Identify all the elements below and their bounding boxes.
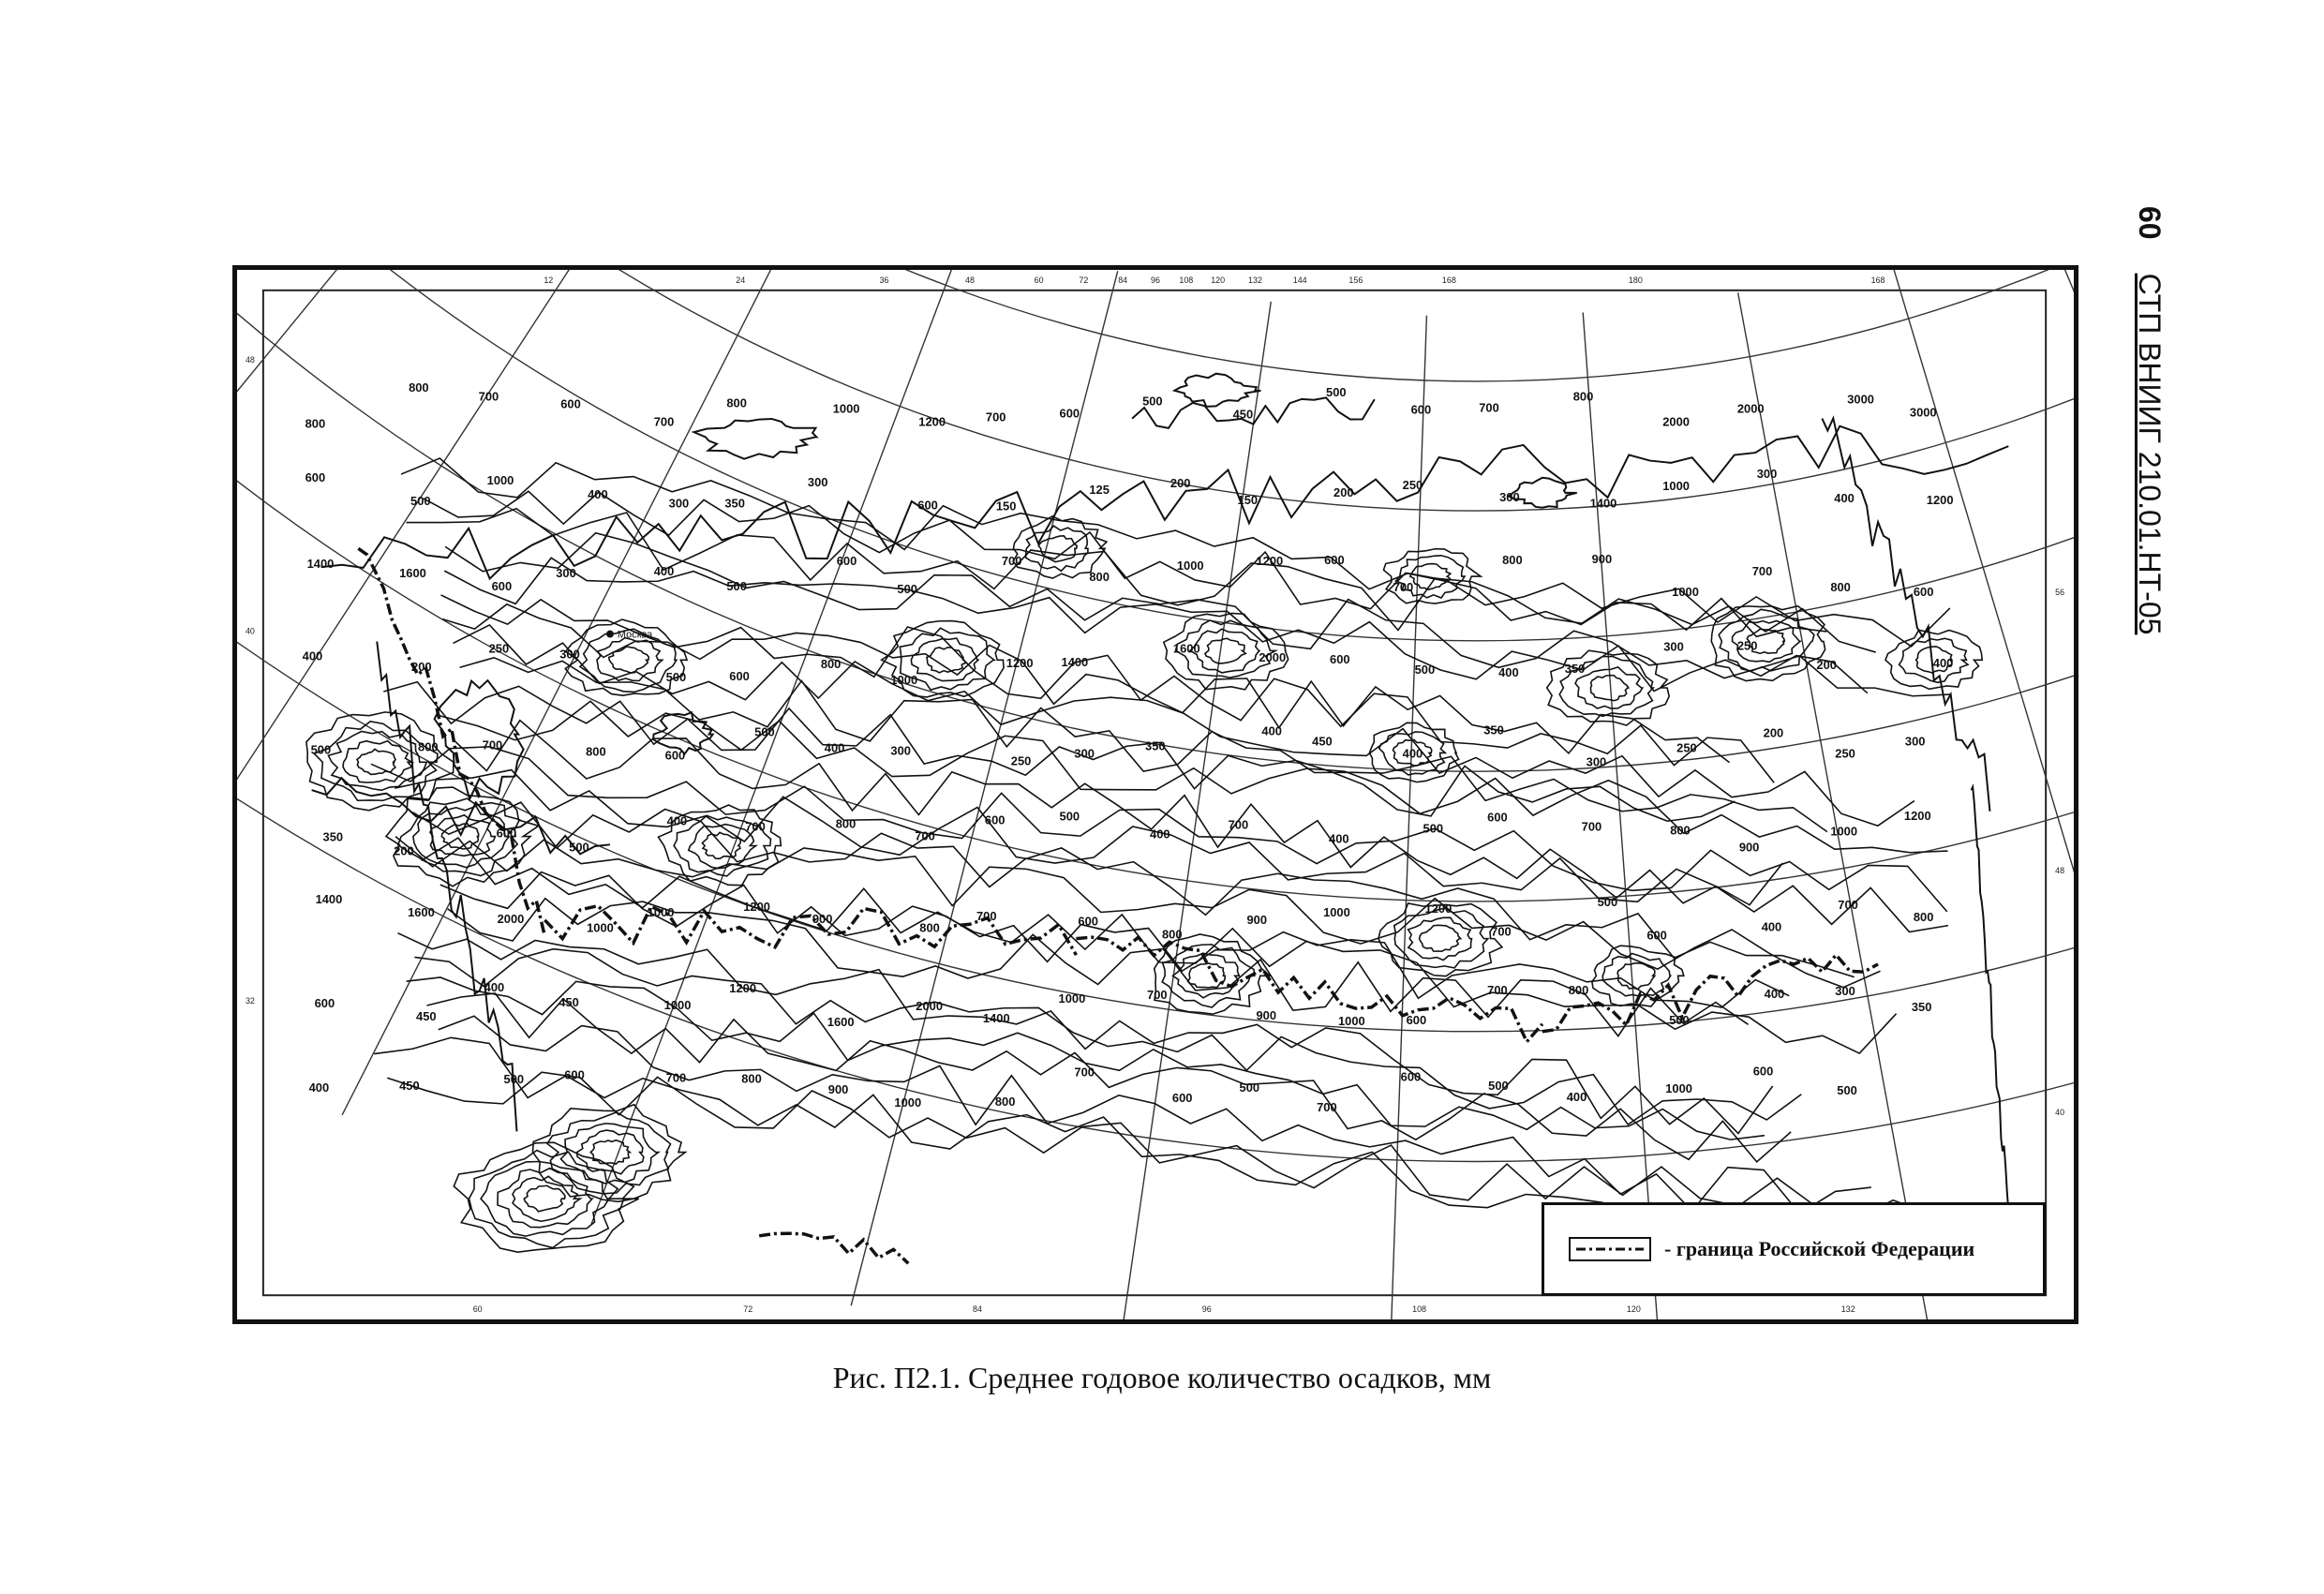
degree-label: 84 bbox=[1118, 275, 1128, 285]
isoline-value-label: 2000 bbox=[1259, 650, 1287, 665]
isoline-value-label: 600 bbox=[314, 995, 335, 1010]
isoline-ring bbox=[577, 1130, 644, 1174]
isoline-value-label: 400 bbox=[1761, 919, 1782, 934]
isoline-ring bbox=[1205, 638, 1245, 663]
isoline-value-label: 600 bbox=[664, 748, 686, 763]
meridian-line bbox=[1389, 316, 1426, 1319]
isoline-value-label: 400 bbox=[1261, 723, 1282, 738]
isoline-value-label: 200 bbox=[411, 660, 432, 675]
precipitation-map bbox=[232, 265, 2078, 1324]
isoline-value-label: 500 bbox=[569, 840, 589, 855]
isoline-value-label: 600 bbox=[1078, 914, 1098, 929]
isoline-value-label: 1600 bbox=[399, 566, 426, 581]
isoline-value-label: 1000 bbox=[890, 673, 918, 688]
isoline-value-label: 800 bbox=[820, 657, 842, 672]
isoline-value-label: 450 bbox=[1312, 734, 1333, 749]
coastline bbox=[1132, 394, 1375, 428]
isoline-value-label: 700 bbox=[976, 908, 997, 923]
isoline-value-label: 700 bbox=[478, 389, 499, 404]
isoline-value-label: 1400 bbox=[982, 1010, 1010, 1025]
precipitation-isoline bbox=[424, 491, 1827, 636]
isoline-value-label: 400 bbox=[302, 648, 323, 663]
isoline-value-label: 1000 bbox=[894, 1095, 922, 1110]
isoline-value-label: 700 bbox=[1751, 564, 1773, 579]
island bbox=[694, 419, 817, 459]
isoline-value-label: 900 bbox=[1246, 912, 1268, 927]
isoline-value-label: 400 bbox=[1932, 656, 1954, 671]
isoline-value-label: 1000 bbox=[1176, 559, 1204, 574]
isoline-value-label: 500 bbox=[1326, 384, 1347, 399]
degree-label: 72 bbox=[743, 1304, 753, 1315]
isoline-value-label: 600 bbox=[1913, 584, 1934, 599]
isoline-value-label: 400 bbox=[1329, 831, 1349, 846]
isoline-value-label: 400 bbox=[824, 740, 845, 755]
isoline-value-label: 900 bbox=[1256, 1007, 1277, 1022]
isoline-ring bbox=[1420, 925, 1461, 951]
isoline-value-label: 1000 bbox=[1672, 584, 1699, 599]
isoline-value-label: 800 bbox=[994, 1095, 1016, 1110]
degree-label: 40 bbox=[245, 626, 255, 636]
city-label-moscow: Москва bbox=[617, 629, 653, 641]
isoline-value-label: 350 bbox=[1564, 662, 1586, 677]
degree-label: 108 bbox=[1412, 1304, 1427, 1315]
isoline-value-label: 600 bbox=[729, 669, 750, 684]
isoline-value-label: 700 bbox=[1479, 400, 1499, 415]
degree-label: 36 bbox=[879, 275, 889, 285]
border-line bbox=[358, 548, 544, 935]
degree-label: 120 bbox=[1626, 1304, 1641, 1315]
isoline-value-label: 3000 bbox=[1909, 405, 1937, 420]
border-line bbox=[759, 1233, 908, 1263]
isoline-value-label: 600 bbox=[917, 498, 938, 513]
city-marker bbox=[606, 631, 614, 638]
isoline-value-label: 250 bbox=[1676, 740, 1697, 755]
isoline-value-label: 700 bbox=[1147, 988, 1168, 1003]
isoline-ring bbox=[1408, 917, 1472, 960]
isoline-value-label: 700 bbox=[1317, 1100, 1337, 1114]
isoline-value-label: 400 bbox=[1566, 1090, 1587, 1105]
precipitation-isoline bbox=[454, 721, 1782, 905]
isoline-value-label: 500 bbox=[1488, 1079, 1509, 1094]
degree-label: 60 bbox=[472, 1304, 483, 1315]
isoline-ring bbox=[513, 1176, 580, 1221]
isoline-ring bbox=[911, 638, 977, 680]
isoline-value-label: 800 bbox=[919, 920, 940, 935]
isoline-value-label: 700 bbox=[1074, 1065, 1095, 1080]
isoline-value-label: 600 bbox=[1410, 402, 1432, 417]
isoline-value-label: 1000 bbox=[486, 472, 514, 487]
isoline-value-label: 800 bbox=[586, 744, 606, 759]
isoline-value-label: 900 bbox=[827, 1082, 849, 1097]
isoline-value-label: 1000 bbox=[1058, 991, 1086, 1006]
isoline-value-label: 800 bbox=[741, 1071, 762, 1086]
isoline-value-label: 250 bbox=[1736, 638, 1758, 653]
isoline-value-label: 500 bbox=[1059, 809, 1080, 824]
isoline-ring bbox=[481, 1162, 609, 1237]
degree-label: 96 bbox=[1151, 275, 1160, 285]
isoline-value-label: 500 bbox=[1239, 1080, 1260, 1095]
degree-label: 12 bbox=[544, 275, 554, 285]
isoline-ring bbox=[1188, 963, 1226, 988]
isoline-value-label: 250 bbox=[488, 641, 510, 656]
right-parallel-labels bbox=[2055, 588, 2064, 1117]
isoline-ring bbox=[343, 741, 412, 782]
isoline-value-label: 1600 bbox=[827, 1014, 855, 1029]
isoline-value-label: 700 bbox=[745, 819, 766, 834]
isoline-value-label: 1000 bbox=[832, 401, 860, 416]
precipitation-isoline bbox=[426, 993, 1791, 1162]
side-header-text bbox=[2132, 206, 2167, 634]
degree-label: 156 bbox=[1348, 275, 1363, 285]
isoline-value-label: 500 bbox=[410, 493, 431, 508]
parallel-line bbox=[237, 270, 2074, 641]
meridian-line bbox=[2037, 270, 2074, 1188]
isoline-value-label: 800 bbox=[1161, 927, 1183, 942]
isoline-value-label: 500 bbox=[1837, 1083, 1857, 1098]
isoline-value-label: 700 bbox=[1491, 924, 1512, 939]
isoline-ring bbox=[430, 815, 495, 857]
isoline-value-label: 400 bbox=[588, 486, 608, 501]
isoline-value-label: 700 bbox=[482, 737, 503, 752]
isoline-value-label: 700 bbox=[1001, 554, 1022, 569]
isoline-value-label: 2000 bbox=[1662, 414, 1690, 429]
isoline-value-label: 2000 bbox=[1736, 401, 1765, 416]
isoline-value-label: 800 bbox=[409, 380, 429, 395]
isoline-value-label: 500 bbox=[1669, 1012, 1690, 1027]
isoline-value-label: 300 bbox=[807, 474, 828, 489]
degree-label: 40 bbox=[2055, 1107, 2065, 1117]
degree-label: 168 bbox=[1441, 275, 1456, 285]
isoline-value-label: 700 bbox=[1838, 897, 1858, 912]
degree-label: 32 bbox=[245, 996, 255, 1006]
isoline-ring bbox=[498, 1169, 592, 1228]
isoline-value-label: 600 bbox=[496, 826, 517, 841]
isoline-value-label: 450 bbox=[416, 1008, 437, 1023]
isoline-value-label: 250 bbox=[1402, 477, 1423, 492]
isoline-ring bbox=[1026, 526, 1088, 571]
isoline-value-label: 1200 bbox=[743, 899, 770, 914]
isoline-value-label: 700 bbox=[1228, 817, 1249, 832]
island bbox=[435, 680, 524, 799]
isoline-value-label: 1000 bbox=[587, 920, 614, 935]
top-meridian-labels bbox=[544, 276, 1885, 285]
isoline-value-label: 300 bbox=[559, 647, 580, 662]
isoline-value-label: 500 bbox=[897, 581, 917, 596]
degree-label: 132 bbox=[1840, 1304, 1855, 1315]
isoline-value-label: 1200 bbox=[1006, 656, 1034, 671]
isoline-value-label: 800 bbox=[418, 739, 439, 754]
isoline-value-label: 800 bbox=[1089, 570, 1110, 585]
isoline-value-label: 500 bbox=[1414, 663, 1436, 678]
isoline-value-label: 800 bbox=[1913, 909, 1934, 924]
isoline-value-label: 3000 bbox=[1847, 392, 1874, 407]
isoline-value-label: 400 bbox=[308, 1080, 330, 1095]
isoline-value-label: 600 bbox=[1059, 406, 1080, 421]
border-legend-symbol bbox=[1569, 1237, 1651, 1261]
isoline-value-label: 800 bbox=[1830, 579, 1851, 594]
isoline-value-label: 1600 bbox=[1172, 641, 1200, 656]
isoline-ring bbox=[609, 647, 649, 673]
isoline-value-label: 400 bbox=[1834, 490, 1855, 505]
isoline-value-label: 1000 bbox=[647, 904, 675, 919]
isoline-value-label: 500 bbox=[1423, 821, 1444, 836]
isoline-value-label: 300 bbox=[1586, 754, 1607, 769]
isoline-value-label: 250 bbox=[1835, 746, 1855, 761]
degree-label: 56 bbox=[2055, 587, 2065, 597]
isoline-value-label: 250 bbox=[1010, 753, 1032, 768]
isoline-value-label: 2000 bbox=[916, 998, 944, 1013]
left-parallel-labels bbox=[246, 355, 255, 1006]
isoline-value-label: 600 bbox=[836, 554, 857, 569]
degree-label: 108 bbox=[1179, 275, 1194, 285]
isoline-value-label: 1200 bbox=[918, 414, 946, 429]
document-code: СТП ВНИИГ 210.01.НТ-05 bbox=[2133, 273, 2167, 635]
isoline-value-label: 1000 bbox=[1323, 904, 1350, 919]
isoline-value-label: 400 bbox=[666, 813, 688, 828]
isoline-value-label: 600 bbox=[1646, 928, 1667, 943]
isoline-value-label: 200 bbox=[1763, 725, 1784, 740]
isoline-ring bbox=[1190, 629, 1259, 673]
meridian-line bbox=[237, 270, 448, 637]
map-drawing bbox=[237, 270, 2074, 1319]
isoline-value-label: 450 bbox=[1232, 407, 1254, 422]
isoline-value-label: 300 bbox=[1499, 489, 1520, 504]
isoline-ring bbox=[1617, 963, 1655, 990]
isoline-value-label: 700 bbox=[1581, 819, 1602, 834]
isoline-value-label: 1000 bbox=[1830, 824, 1858, 839]
isoline-value-label: 1400 bbox=[1061, 655, 1089, 670]
isoline-value-label: 600 bbox=[1487, 810, 1508, 825]
precipitation-isoline bbox=[439, 701, 1947, 855]
isoline-value-label: 600 bbox=[1406, 1012, 1427, 1027]
isoline-value-label: 350 bbox=[1483, 723, 1504, 737]
isoline-value-label: 900 bbox=[812, 911, 833, 926]
isoline-value-label: 800 bbox=[1670, 823, 1691, 838]
isoline-value-label: 900 bbox=[1591, 552, 1613, 567]
isoline-value-label: 700 bbox=[985, 410, 1006, 425]
isoline-value-label: 400 bbox=[1498, 665, 1519, 680]
isoline-value-label: 600 bbox=[1330, 652, 1350, 667]
isoline-value-label: 700 bbox=[1487, 983, 1508, 998]
isoline-value-label: 300 bbox=[1835, 984, 1855, 999]
isoline-value-label: 350 bbox=[1145, 738, 1166, 753]
isoline-value-label: 900 bbox=[1738, 840, 1760, 855]
figure-caption: Рис. П2.1. Среднее годовое количество осадков, мм bbox=[832, 1361, 1492, 1394]
side-header bbox=[2133, 206, 2185, 768]
isoline-value-label: 200 bbox=[1169, 475, 1191, 490]
isoline-ring bbox=[590, 1140, 630, 1164]
isoline-value-label: 1400 bbox=[1589, 496, 1617, 511]
degree-label: 180 bbox=[1628, 275, 1643, 285]
isoline-value-label: 400 bbox=[1764, 987, 1785, 1002]
isoline-value-label: 800 bbox=[305, 416, 326, 431]
border-line bbox=[1076, 937, 1542, 1042]
isoline-value-label: 1200 bbox=[729, 981, 757, 996]
city-labels bbox=[606, 630, 653, 641]
isoline-value-label: 800 bbox=[1502, 553, 1523, 568]
degree-label: 48 bbox=[965, 275, 975, 285]
legend bbox=[1542, 1202, 2046, 1296]
isoline-value-label: 600 bbox=[1752, 1064, 1774, 1079]
isoline-value-label: 300 bbox=[1663, 639, 1684, 654]
border-line bbox=[1542, 955, 1878, 1032]
precipitation-isoline bbox=[395, 770, 1948, 932]
isoline-ring bbox=[524, 1185, 565, 1212]
degree-label: 120 bbox=[1211, 275, 1226, 285]
isoline-value-label: 600 bbox=[1171, 1091, 1193, 1106]
precipitation-isoline bbox=[395, 837, 1881, 988]
isoline-value-label: 300 bbox=[890, 743, 911, 758]
isoline-value-label: 800 bbox=[1572, 389, 1594, 404]
isoline-value-label: 300 bbox=[1074, 746, 1095, 761]
russian-border bbox=[358, 548, 1878, 1263]
isoline-value-label: 400 bbox=[653, 564, 675, 579]
legend-label: - граница Российской Федерации bbox=[1664, 1237, 1975, 1260]
degree-label: 72 bbox=[1079, 275, 1089, 285]
degree-label: 96 bbox=[1201, 1304, 1212, 1315]
degree-label: 24 bbox=[736, 275, 746, 285]
isoline-value-label: 150 bbox=[995, 499, 1017, 514]
isoline-value-label: 300 bbox=[1904, 734, 1926, 749]
isoline-value-label: 1400 bbox=[306, 557, 335, 572]
isoline-value-label: 500 bbox=[1142, 394, 1163, 409]
isoline-value-label: 200 bbox=[394, 843, 414, 858]
isoline-value-label: 450 bbox=[559, 995, 579, 1009]
isoline-value-label: 500 bbox=[310, 742, 332, 757]
isoline-value-label: 150 bbox=[1237, 492, 1259, 507]
degree-label: 84 bbox=[972, 1304, 982, 1315]
isoline-value-label: 600 bbox=[1324, 553, 1345, 568]
isoline-value-label: 700 bbox=[1393, 579, 1414, 594]
isoline-value-label: 600 bbox=[560, 396, 581, 411]
isoline-value-label: 2000 bbox=[497, 911, 525, 926]
isoline-value-label: 350 bbox=[322, 829, 344, 844]
isoline-ring bbox=[927, 648, 966, 673]
parallel-line bbox=[237, 270, 2074, 771]
isoline-ring bbox=[357, 749, 395, 774]
bottom-meridian-labels bbox=[473, 1304, 1855, 1314]
page-number: 60 bbox=[2133, 206, 2167, 240]
degree-label: 60 bbox=[1034, 275, 1044, 285]
isoline-value-label: 1200 bbox=[1424, 901, 1452, 916]
isoline-value-label: 600 bbox=[564, 1067, 585, 1082]
isoline-value-label: 450 bbox=[399, 1079, 420, 1094]
isoline-value-label: 800 bbox=[1568, 983, 1589, 998]
degree-label: 132 bbox=[1247, 275, 1262, 285]
isoline-value-label: 1000 bbox=[663, 997, 692, 1012]
isoline-value-label: 200 bbox=[1333, 484, 1354, 499]
isoline-value-label: 1000 bbox=[1662, 478, 1690, 493]
isoline-value-label: 300 bbox=[1756, 467, 1778, 482]
isoline-value-label: 1200 bbox=[1256, 554, 1284, 569]
isoline-value-label: 1200 bbox=[1926, 492, 1954, 507]
isoline-value-label: 400 bbox=[1402, 746, 1423, 761]
isoline-ring bbox=[702, 832, 740, 858]
isoline-value-label: 600 bbox=[984, 812, 1006, 827]
isoline-value-label: 350 bbox=[724, 496, 745, 511]
isoline-value-label: 700 bbox=[915, 828, 935, 843]
isoline-value-label: 400 bbox=[484, 980, 505, 995]
isoline-value-label: 800 bbox=[726, 395, 747, 410]
isoline-value-label: 300 bbox=[556, 566, 576, 581]
isoline-value-label: 1400 bbox=[315, 891, 343, 906]
degree-label: 168 bbox=[1870, 275, 1885, 285]
isoline-value-label: 350 bbox=[1911, 999, 1932, 1014]
isoline-value-label: 125 bbox=[1089, 482, 1110, 497]
degree-label: 144 bbox=[1292, 275, 1307, 285]
degree-label: 48 bbox=[245, 355, 255, 365]
isoline-value-label: 500 bbox=[754, 724, 775, 739]
degree-label: 48 bbox=[2055, 866, 2065, 876]
isoline-ring bbox=[532, 1105, 685, 1202]
meridian-line bbox=[237, 270, 345, 435]
isoline-value-label: 1600 bbox=[408, 904, 435, 919]
isoline-value-label: 700 bbox=[653, 414, 675, 429]
isoline-value-label: 500 bbox=[1597, 894, 1618, 909]
isoline-value-label: 600 bbox=[305, 470, 326, 484]
parallel-line bbox=[237, 270, 2074, 381]
isoline-value-label: 300 bbox=[668, 496, 690, 511]
isoline-value-label: 800 bbox=[835, 816, 857, 831]
isoline-value-label: 500 bbox=[726, 578, 747, 593]
isoline-value-label: 400 bbox=[1150, 827, 1170, 842]
isoline-value-label: 1000 bbox=[1665, 1081, 1692, 1096]
isoline-value-label: 1200 bbox=[1903, 808, 1931, 823]
island bbox=[1174, 374, 1260, 407]
isoline-value-label: 500 bbox=[503, 1072, 525, 1087]
isoline-value-label: 600 bbox=[491, 578, 513, 593]
isoline-value-label: 200 bbox=[1816, 658, 1837, 673]
isoline-value-label: 600 bbox=[1400, 1069, 1422, 1084]
coastline bbox=[377, 641, 516, 1131]
isoline-value-label: 1000 bbox=[1338, 1013, 1365, 1028]
coastline bbox=[321, 426, 2009, 579]
isoline-value-label: 700 bbox=[665, 1070, 687, 1085]
isoline-value-label: 500 bbox=[665, 670, 687, 685]
coastline bbox=[1972, 787, 2009, 1213]
